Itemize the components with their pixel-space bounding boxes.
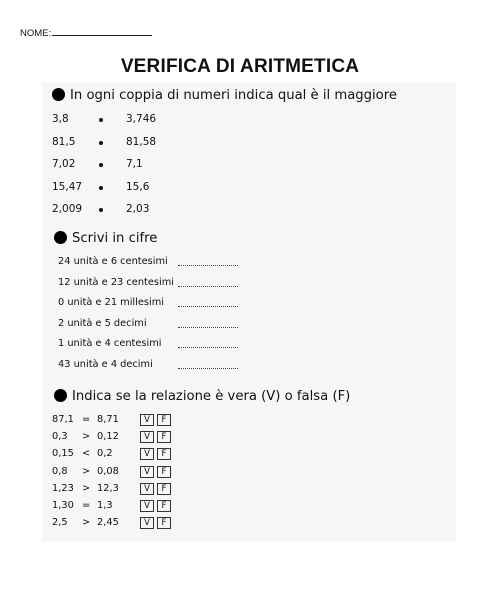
pair-separator-dot[interactable] <box>99 163 103 167</box>
name-field[interactable] <box>20 26 152 39</box>
true-checkbox[interactable]: V <box>140 517 154 529</box>
relation-right: 8,71 <box>97 414 119 425</box>
pair-separator-dot[interactable] <box>99 118 103 122</box>
true-checkbox[interactable]: V <box>140 448 154 460</box>
relation-row <box>52 500 192 513</box>
bullet-icon <box>54 231 67 244</box>
relation-operator: = <box>82 500 91 511</box>
pair-right-number: 3,746 <box>126 113 157 125</box>
pair-separator-dot[interactable] <box>99 141 103 145</box>
name-blank-line[interactable] <box>52 26 152 36</box>
relation-row <box>52 414 192 427</box>
write-in-digits-label: 0 unità e 21 millesimi <box>58 297 164 308</box>
pair-separator-dot[interactable] <box>99 208 103 212</box>
false-checkbox[interactable]: F <box>157 448 171 460</box>
false-checkbox[interactable]: F <box>157 414 171 426</box>
relation-left: 87,1 <box>52 414 74 425</box>
bullet-icon <box>54 389 67 402</box>
relation-row <box>52 483 192 496</box>
relation-left: 0,3 <box>52 431 68 443</box>
relation-right: 1,3 <box>97 500 113 511</box>
relation-operator: > <box>82 431 91 443</box>
true-checkbox[interactable]: V <box>140 431 154 443</box>
relation-left: 1,23 <box>52 482 74 494</box>
section3-heading <box>54 389 350 404</box>
relation-left: 0,8 <box>52 465 68 477</box>
page-title: VERIFICA DI ARITMETICA <box>120 56 360 77</box>
pair-row <box>52 203 192 217</box>
answer-blank[interactable] <box>178 339 238 348</box>
pair-right-number: 7,1 <box>126 158 143 170</box>
write-in-digits-row <box>58 338 248 352</box>
pair-left-number: 2,009 <box>52 203 83 215</box>
false-checkbox[interactable]: F <box>157 466 171 478</box>
vf-choice <box>140 466 174 478</box>
pair-row <box>52 158 192 172</box>
pair-right-number: 81,58 <box>126 135 157 148</box>
answer-blank[interactable] <box>178 360 238 369</box>
relation-left: 1,30 <box>52 500 74 511</box>
write-in-digits-row <box>58 297 248 311</box>
section1-heading-text: In ogni coppia di numeri indica qual è il maggiore <box>70 88 397 103</box>
answer-blank[interactable] <box>178 257 238 266</box>
vf-choice <box>140 517 174 529</box>
pair-left-number: 7,02 <box>52 158 76 170</box>
relation-right: 12,3 <box>97 482 119 494</box>
vf-choice <box>140 500 174 512</box>
relation-right: 0,2 <box>97 448 113 460</box>
relation-right: 0,08 <box>97 465 119 477</box>
vf-choice <box>140 448 174 460</box>
relation-row <box>52 448 192 461</box>
section3-heading-text: Indica se la relazione è vera (V) o falsa (F) <box>72 389 351 404</box>
relation-operator: > <box>82 465 91 477</box>
false-checkbox[interactable]: F <box>157 431 171 443</box>
name-label: NOME: <box>20 28 52 39</box>
relation-row <box>52 466 192 479</box>
write-in-digits-row <box>58 318 248 332</box>
relation-row <box>52 431 192 444</box>
pair-right-number: 2,03 <box>126 203 150 215</box>
answer-blank[interactable] <box>178 298 238 307</box>
false-checkbox[interactable]: F <box>157 517 171 529</box>
relation-row <box>52 517 192 530</box>
write-in-digits-row <box>58 256 248 270</box>
vf-choice <box>140 431 174 443</box>
write-in-digits-row <box>58 277 248 291</box>
vf-choice <box>140 483 174 495</box>
pair-row <box>52 113 192 127</box>
relation-right: 2,45 <box>97 517 119 529</box>
relation-right: 0,12 <box>97 431 119 443</box>
relation-operator: = <box>82 414 91 425</box>
relation-operator: > <box>82 517 91 529</box>
write-in-digits-row <box>58 359 248 373</box>
relation-operator: < <box>82 448 91 460</box>
bullet-icon <box>52 88 65 101</box>
relation-left: 0,15 <box>52 448 74 460</box>
section2-heading-text: Scrivi in cifre <box>72 231 158 246</box>
pair-right-number: 15,6 <box>126 180 150 193</box>
write-in-digits-label: 24 unità e 6 centesimi <box>58 256 168 267</box>
write-in-digits-label: 12 unità e 23 centesimi <box>58 276 174 288</box>
true-checkbox[interactable]: V <box>140 414 154 426</box>
write-in-digits-label: 2 unità e 5 decimi <box>58 317 147 329</box>
pair-left-number: 15,47 <box>52 180 83 193</box>
relation-left: 2,5 <box>52 517 68 529</box>
true-checkbox[interactable]: V <box>140 483 154 495</box>
pair-separator-dot[interactable] <box>99 186 103 190</box>
answer-blank[interactable] <box>178 278 238 287</box>
true-checkbox[interactable]: V <box>140 500 154 512</box>
pair-left-number: 81,5 <box>52 135 76 148</box>
true-checkbox[interactable]: V <box>140 466 154 478</box>
false-checkbox[interactable]: F <box>157 500 171 512</box>
write-in-digits-label: 43 unità e 4 decimi <box>58 358 153 370</box>
pair-left-number: 3,8 <box>52 113 69 125</box>
write-in-digits-label: 1 unità e 4 centesimi <box>58 338 162 349</box>
false-checkbox[interactable]: F <box>157 483 171 495</box>
answer-blank[interactable] <box>178 319 238 328</box>
pair-row <box>52 136 192 150</box>
section1-heading <box>52 88 397 103</box>
section2-heading <box>54 231 157 246</box>
pair-row <box>52 181 192 195</box>
vf-choice <box>140 414 174 426</box>
relation-operator: > <box>82 482 91 494</box>
